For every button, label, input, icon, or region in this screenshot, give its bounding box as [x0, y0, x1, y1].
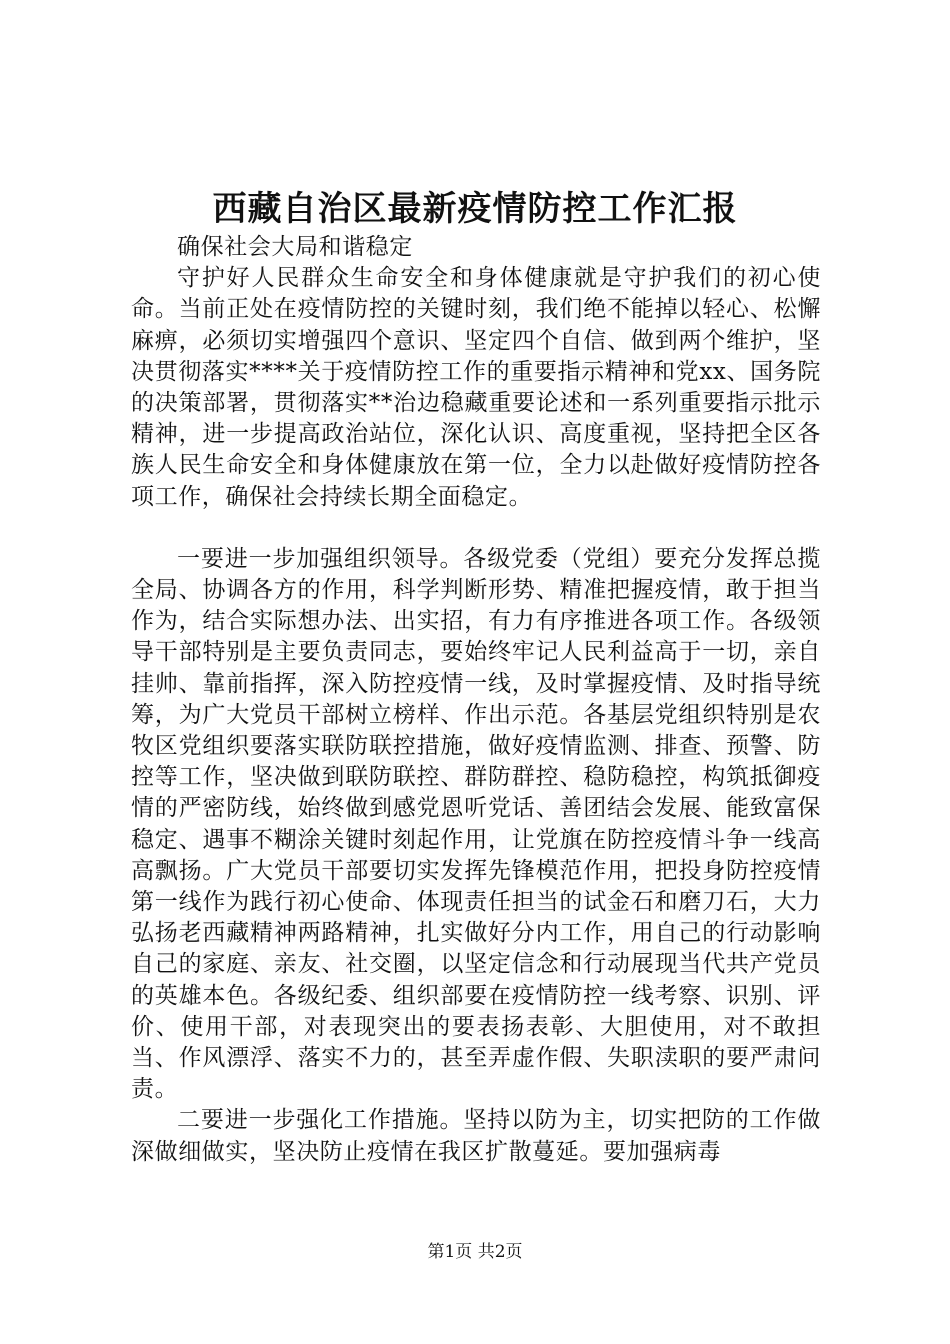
document-title: 西藏自治区最新疫情防控工作汇报 [212, 189, 738, 229]
subtitle-line: 确保社会大局和谐稳定 [177, 234, 413, 260]
paragraph-measures: 二要进一步强化工作措施。坚持以防为主，切实把防的工作做深做细做实，坚决防止疫情在我区扩散蔓延。要加强病毒 [131, 1107, 821, 1165]
paragraph-organization: 一要进一步加强组织领导。各级党委（党组）要充分发挥总揽全局、协调各方的作用，科学判断形势、精准把握疫情，敢于担当作为，结合实际想办法、出实招，有力有序推进各项工作。各级领导干部特别是主要负责同志，要始终牢记人民利益高于一切，亲自挂帅、靠前指挥，深入防控疫情一线，及时掌握疫情、及时指导统筹，为广大党员干部树立榜样、作出示范。各基层党组织特别是农牧区党组织要落实联防联控措施，做好疫情监测、排查、预警、防控等工作，坚决做到联防联控、群防群控、稳防稳控，构筑抵御疫情的严密防线，始终做到感党恩听党话、善团结会发展、能致富保稳定、遇事不糊涂关键时刻起作用，让党旗在防控疫情斗争一线高高飘扬。广大党员干部要切实发挥先锋模范作用，把投身防控疫情第一线作为践行初心使命、体现责任担当的试金石和磨刀石，大力弘扬老西藏精神两路精神，扎实做好分内工作，用自己的行动影响自己的家庭、亲友、社交圈，以坚定信念和行动展现当代共产党员的英雄本色。各级纪委、组织部要在疫情防控一线考察、识别、评价、使用干部，对表现突出的要表扬表彰、大胆使用，对不敢担当、作风漂浮、落实不力的，甚至弄虚作假、失职渎职的要严肃问责。 [131, 545, 821, 1103]
page-footer: 第1页 共2页 [427, 1242, 523, 1262]
paragraph-intro: 守护好人民群众生命安全和身体健康就是守护我们的初心使命。当前正处在疫情防控的关键时刻，我们绝不能掉以轻心、松懈麻痹，必须切实增强四个意识、坚定四个自信、做到两个维护，坚决贯彻落实****关于疫情防控工作的重要指示精神和党xx、国务院的决策部署，贯彻落实**治边稳藏重要论述和一系列重要指示批示精神，进一步提高政治站位，深化认识、高度重视，坚持把全区各族人民生命安全和身体健康放在第一位，全力以赴做好疫情防控各项工作，确保社会持续长期全面稳定。 [131, 265, 821, 510]
document-body [131, 232, 821, 1168]
